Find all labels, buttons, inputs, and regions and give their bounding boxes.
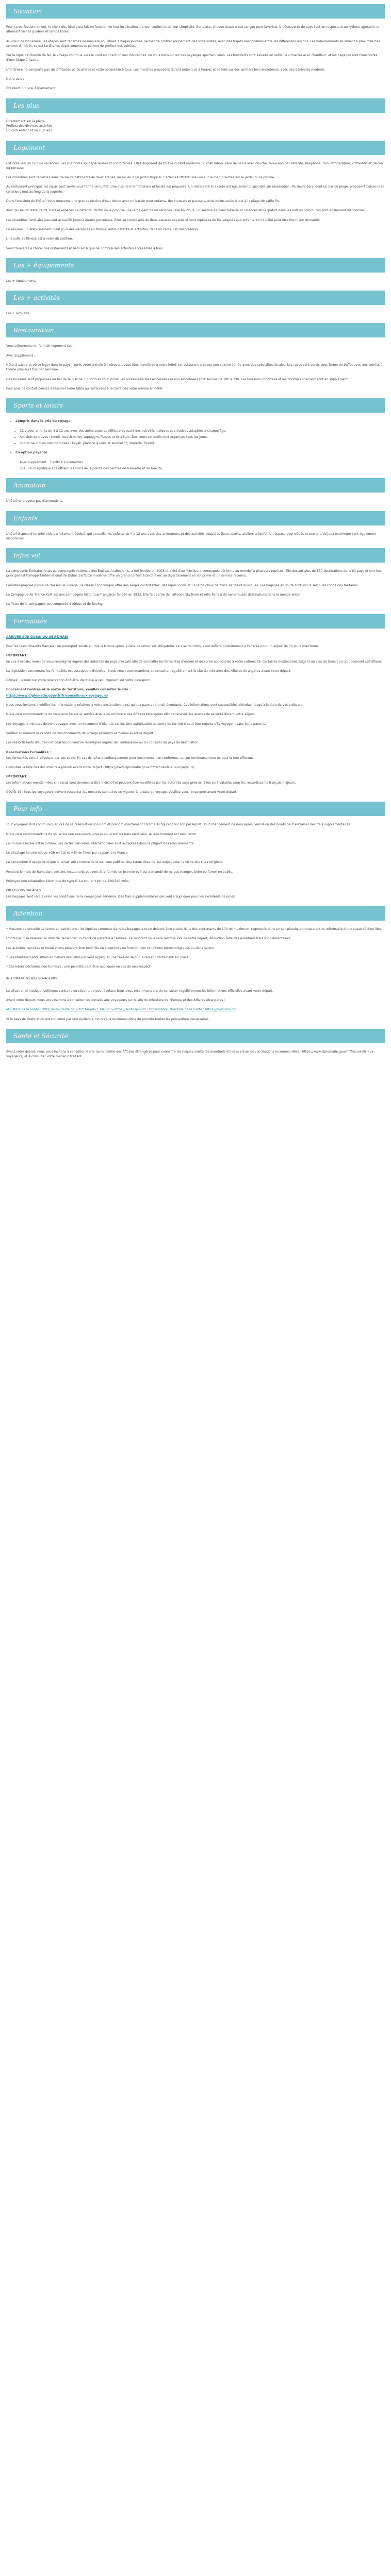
plus-item: Directement sur la plage [6, 119, 45, 123]
attention-paragraph: La situation climatique, politique, sanitaire ou sécuritaire peut évoluer. Nous vous recommandons de consulter régulièrement les informations officielles avant votre départ. [6, 989, 273, 993]
sports-options-list [6, 450, 385, 455]
pour-info-paragraph: Pendant le mois de Ramadan, certains restaurants peuvent être fermés en journée et il est demandé de ne pas manger, boire ou fumer en public. [6, 870, 233, 874]
formalites-paragraph: Consultez la liste des documents à prévoir avant votre départ : https://www.diplomatie.gouv.fr/fr/conseils-aux-voyageurs/ [6, 766, 195, 770]
plus-item: Profitez des diverses activités [6, 124, 53, 128]
document-page [0, 0, 391, 1074]
pour-info-paragraph: Tout voyageur doit communiquer lors de sa réservation son nom et prénom exactement comme ils figurent sur son passeport. Tout changement de nom après l'émission des billets peut entraîner des frais supplémentaires. [6, 823, 351, 827]
formalites-important-title: IMPORTANT [6, 654, 27, 658]
attention-subtitle: INFORMATIONS AUX VOYAGEURS : [6, 977, 59, 981]
logement-paragraph: Une salle de fitness est à votre disposition. [6, 237, 73, 241]
attention-paragraph: Avant votre départ, nous vous invitons à consulter les conseils aux voyageurs sur le site du ministère de l'Europe et des Affaires étrangères : [6, 998, 225, 1003]
section-sante-header: Santé et Sécurité [6, 1029, 385, 1043]
formalites-reservation-title: Réservations Formalités : [6, 750, 51, 754]
logement-paragraph: En résumé, un établissement idéal pour des vacances en famille, entre détente et activités, dans un cadre naturel préservé. [6, 227, 200, 231]
list-item: Spa : un magnifique spa offrant les soins de la pointe des centres de bien-être et de beauté. [20, 466, 163, 470]
attention-paragraph: * Mesures de sécurité aérienne et restrictions : les liquides contenus dans les bagages à main doivent être placés dans des contenants de 100 ml maximum, regroupés dans un sac plastique transparent et refermable d'une capacité d'un litre. [6, 927, 382, 931]
attention-paragraph: Si le pays de destination est concerné par une épidémie, nous vous recommandons de prendre toutes les précautions nécessaires. [6, 1017, 210, 1021]
section-restauration-header: Restauration [6, 323, 385, 337]
formalites-paragraph: Les formalités sont à effectuer par vos soins. En cas de refus d'embarquement pour documents non conformes, aucun remboursement ne pourra être effectué. [6, 756, 254, 760]
logement-paragraph: Au restaurant principal, les repas sont servis sous forme de buffet. Une cuisine internationale et locale est proposée. Un restaurant à la carte est également disponible sur réservation. Plusieurs bars, dont un bar de plage, proposent boissons et collations tout au long de la journée. [6, 185, 384, 194]
section-situation-header: Situation [6, 4, 385, 19]
section-enfants-header: Enfants [6, 511, 385, 526]
section-sports-header: Sports et loisirs [6, 398, 385, 413]
logement-paragraph: Vous trouverez à l'hôtel des restaurants et bars ainsi que de nombreuses activités accessibles à tous. [6, 246, 164, 250]
section-infos-vol-header: Infos vol [6, 548, 385, 563]
section-attention-header: Attention [6, 906, 385, 921]
pour-info-paragraph: La monnaie locale est le dirham. Les cartes bancaires internationales sont acceptées dans la plupart des établissements. [6, 841, 194, 845]
infos-vol-paragraph: Emirates propose plusieurs classes de voyage. La classe Économique offre des sièges confortables, des repas inclus et un large choix de films, séries et musiques. Les bagages en soute sont inclus selon les conditions tarifaires. [6, 583, 359, 587]
sports-options-title: • En option payante [15, 450, 385, 455]
pour-info-paragraph: Nous vous recommandons de souscrire une assurance voyage couvrant les frais médicaux, le rapatriement et l'annulation. [6, 832, 198, 836]
restauration-paragraph: Hôtel à savoir et où se loger dans le pays : après votre arrivée à l'aéroport, vous êtes transférés à votre hôtel. Le restaurant propose une cuisine variée avec des spécialités locales. Les repas sont servis sous forme de buffet avec des soirées à thème plusieurs fois par semaine. [6, 363, 383, 372]
attention-paragraph: * Les établissements situés en dehors des villes peuvent appliquer une taxe de séjour, à régler directement sur place. [6, 955, 190, 959]
section-pour-info-header: Pour info [6, 802, 385, 816]
formalites-paragraph: Conseil : le nom sur votre réservation doit être identique à celui figurant sur votre passeport. [6, 679, 151, 683]
section-animation-header: Animation [6, 478, 385, 493]
attention-paragraph: L'hôtel peut se réserver le droit de demander un dépôt de garantie à l'arrivée. Ce montant vous sera restitué lors de votre départ, déduction faite des éventuels frais supplémentaires. [6, 937, 291, 941]
logement-paragraph: Les chambres sont réparties dans plusieurs bâtiments de deux étages, au milieu d'un jardin tropical. Certaines offrent une vue sur la mer, d'autres sur le jardin ou la piscine. [6, 176, 275, 180]
animation-text: L'hôtel ne propose pas d'animations. [6, 499, 63, 503]
sports-options-items [6, 460, 385, 471]
formalites-paragraph: En cas d'escale, merci de vous renseigner auprès des autorités du pays d'escale afin de connaître les formalités d'entrée et de sortie applicables à votre nationalité. Certaines destinations exigent un visa de transit ou un document spécifique. [6, 659, 382, 664]
restauration-paragraph: Avec supplément : [6, 353, 35, 358]
list-item: Avec supplément : 3 golfs à 2 kilomètres [20, 460, 83, 464]
logement-paragraph: Dans l'enceinte de l'hôtel, vous trouverez une grande piscine d'eau douce avec un bassin pour enfants, des transats et parasols, ainsi qu'un accès direct à la plage de sable fin. [6, 199, 280, 204]
situation-verdict-label: Notre avis : [6, 77, 24, 81]
formalites-paragraph: COVID-19 : tous les voyageurs doivent respecter les mesures sanitaires en vigueur à la date du voyage. Veuillez vous renseigner avant votre départ. [6, 790, 237, 794]
restauration-paragraph: Des boissons sont proposées au bar de la piscine. En formule tout inclus, les boissons locales alcoolisées et non alcoolisées sont servies de 10h à 23h. Les boissons importées et les cocktails spéciaux sont en supplément. [6, 377, 349, 381]
restauration-paragraph: Vous séjournerez en formule logement seul. [6, 344, 75, 348]
logement-paragraph: Avec plusieurs restaurants, bars et espaces de détente, l'hôtel vous propose une large gamme de services. Une boutique, un service de blanchisserie et un accès Wi-Fi gratuit dans les parties communes sont également disponibles. [6, 209, 366, 213]
formalites-conseils-title: Concernant l'entrée et la sortie du territoire, veuillez consulter le site : [6, 688, 131, 692]
sports-included-items [6, 429, 385, 446]
pour-info-paragraph: Le décalage horaire est de +2h en été et +3h en hiver par rapport à la France. [6, 851, 129, 855]
formalites-paragraph: Nous vous invitons à vérifier les informations relatives à votre destination, ainsi qu'aux pays de transit éventuels. Ces informations sont susceptibles d'évoluer jusqu'à la date de votre départ. [6, 703, 303, 707]
infos-vol-paragraph: La flotte de la compagnie est composée d'Airbus et de Boeing. [6, 602, 104, 606]
situation-paragraph-1: Pour ce perfectionnement, le choix des hôtels est fait en fonction de leur localisation, de leur confort et de leur simplicité. Sur place, chaque étape a été conçue pour favoriser la découverte du pays tout en respectant un rythme agréable, en alternant visites guidées et temps libres. [6, 25, 381, 34]
pour-info-paragraph: Prévoyez une adaptation électrique de type G. Le courant est de 220/240 volts. [6, 879, 130, 884]
list-item: • Sports nautiques non motorisés : kayak, planche à voile et snorkeling (matériel fourni). [20, 441, 385, 446]
infos-vol-paragraph: La Compagnie Air France KLM est une compagnie historique française, fondée en 1933. Elle fait partie de l'alliance SkyTeam et relie Paris à de nombreuses destinations dans le monde entier. [6, 593, 302, 597]
pour-info-subtitle: PRÉCISIONS BAGAGES [6, 889, 41, 893]
formalites-paragraph: La législation concernant les formalités est susceptible d'évoluer. Nous vous recommandons de consulter régulièrement le site du ministère des Affaires étrangères avant votre départ. [6, 669, 291, 673]
situation-paragraph-4: L'itinéraire ne comporte pas de difficultés particulières et reste accessible à tous. Les marches proposées durent entre 1 et 3 heures et se font sur des sentiers bien entretenus, avec des dénivelés modérés. [6, 67, 326, 72]
formalites-important-title: IMPORTANT [6, 775, 27, 779]
situation-verdict: Excellent. Un vrai dépaysement ! [6, 87, 58, 91]
logement-paragraph: Les chambres familiales peuvent accueillir jusqu'à quatre personnes. Elles se composent de deux espaces séparés et sont équipées de lits adaptés aux enfants. Un lit bébé peut être fourni sur demande. [6, 218, 321, 222]
logement-paragraph: Cet hôtel est un club de vacances. Les chambres sont spacieuses et confortables. Elles disposent de tout le confort moderne : climatisation, salle de bains avec douche, télévision par satellite, téléphone, mini-réfrigérateur, coffre-fort et balcon ou terrasse. [6, 161, 383, 170]
situation-paragraph-2: Au cœur de l'itinéraire, les étapes sont réparties de manière équilibrée. Chaque journée permet de profiter pleinement des sites visités, avec des trajets raisonnables entre les différentes régions. Les hébergements se situent à proximité des centres d'intérêt, ce qui facilite les déplacements et permet de profiter des soirées. [6, 39, 380, 48]
formalites-arrival-title[interactable]: ARRIVÉE SUR DUBAÏ OU ABU DHABI [6, 635, 69, 639]
section-formalites-header: Formalités [6, 614, 385, 629]
list-item: • Activités sportives : tennis, beach-volley, aquagym, fitness et tir à l'arc. Des cours collectifs sont organisés tous les jours. [20, 435, 385, 439]
equipements-text: Les + équipements [6, 279, 37, 283]
pour-info-paragraph: Les bagages sont inclus selon les conditions de la compagnie aérienne. Des frais supplémentaires peuvent s'appliquer pour les excédents de poids. [6, 894, 236, 899]
formalites-conseils-link[interactable]: https://www.diplomatie.gouv.fr/fr/conseils-aux-voyageurs/ [6, 693, 108, 698]
formalites-paragraph: Les informations mentionnées ci-dessus sont données à titre indicatif et peuvent être modifiées par les autorités sans préavis. Elles sont valables pour les ressortissants français majeurs. [6, 781, 296, 785]
formalites-paragraph: Les ressortissants d'autres nationalités doivent se renseigner auprès de l'ambassade ou du consulat du pays de destination. [6, 741, 200, 745]
formalites-paragraph: Nous vous recommandons de vous inscrire sur le service Ariane du ministère des Affaires étrangères afin de recevoir les alertes de sécurité durant votre séjour. [6, 713, 255, 717]
attention-paragraph: Les activités, services et installations peuvent être modifiés ou supprimés en fonction des conditions météorologiques ou de la saison. [6, 946, 215, 950]
formalites-paragraph: Les voyageurs mineurs doivent voyager avec un document d'identité valide. Une autorisation de sortie du territoire peut être requise s'ils voyagent sans leurs parents. [6, 722, 266, 726]
plus-item: Un club enfant et un club ado [6, 129, 53, 133]
section-plus-header: Les plus [6, 98, 385, 113]
sports-included-list [6, 419, 385, 423]
section-logement-header: Logement [6, 141, 385, 155]
situation-paragraph-3: Sur la ligne de chemin de fer, le voyage continue vers le nord en direction des montagnes, où vous découvrirez des paysages spectaculaires. Les transferts sont assurés en véhicule climatisé avec chauffeur, et les bagages sont transportés d'une étape à l'autre. [6, 54, 378, 62]
section-activites-header: Les + activités [6, 291, 385, 305]
formalites-paragraph: Pour les ressortissants français : un passeport valide au moins 6 mois après la date de retour est obligatoire. Le visa touristique est délivré gratuitement à l'arrivée pour un séjour de 30 jours maximum. [6, 644, 319, 648]
list-item: • Club pour enfants de 4 à 12 ans avec des animateurs qualifiés, proposant des activités ludiques et créatives adaptées à chaque âge. [20, 429, 385, 433]
sports-included-title: • Compris dans le prix du voyage [15, 419, 385, 423]
section-equipements-header: Les + équipements [6, 258, 385, 273]
enfants-text: L'hôtel dispose d'un mini-club parfaitement équipé, qui accueille les enfants de 4 à 12 ans avec des animateurs et des activités adaptées (jeux, sports, ateliers créatifs). Un espace pour bébés et une aire de jeux extérieure sont également disponibles. [6, 532, 377, 540]
infos-vol-paragraph: La compagnie Emirates Airways, compagnie nationale des Émirats Arabes Unis, a été fondée en 2003 et a été élue "Meilleure compagnie aérienne au monde" à plusieurs reprises. Elle dessert plus de 150 destinations dans 80 pays et son hub principal est l'aéroport international de Dubaï. Sa flotte moderne offre un grand confort à bord, avec un divertissement en vol primé et un service reconnu. [6, 569, 382, 578]
attention-links[interactable]: Ministère de la Santé : "http://www.sante.gouv.fr/" target="_blank" > https://sante.gouv.fr ; Organisation Mondiale de la Santé : https://www.who.int [6, 1008, 236, 1012]
sante-paragraph: Avant votre départ, nous vous invitons à consulter le site du ministère des Affaires étrangères pour connaître les risques sanitaires éventuels et les éventuelles vaccinations recommandées : https://www.diplomatie.gouv.fr/fr/conseils-aux-voyageurs/ et à consulter votre médecin traitant. [6, 1049, 374, 1059]
activites-text: Les + activités [6, 312, 29, 316]
attention-paragraph: * Chambres déclarées non-fumeurs : une pénalité peut être appliquée en cas de non-respect. [6, 965, 152, 969]
pour-info-paragraph: La convention d'usage veut que la tenue soit correcte dans les lieux publics. Une tenue décente est exigée pour la visite des sites religieux. [6, 860, 224, 865]
formalites-paragraph: Vérifiez également la validité de vos documents de voyage plusieurs semaines avant le départ. [6, 731, 155, 735]
restauration-paragraph: Pour plus de confort pensez à réserver votre table au restaurant à la carte dès votre arrivée à l'hôtel. [6, 386, 164, 391]
